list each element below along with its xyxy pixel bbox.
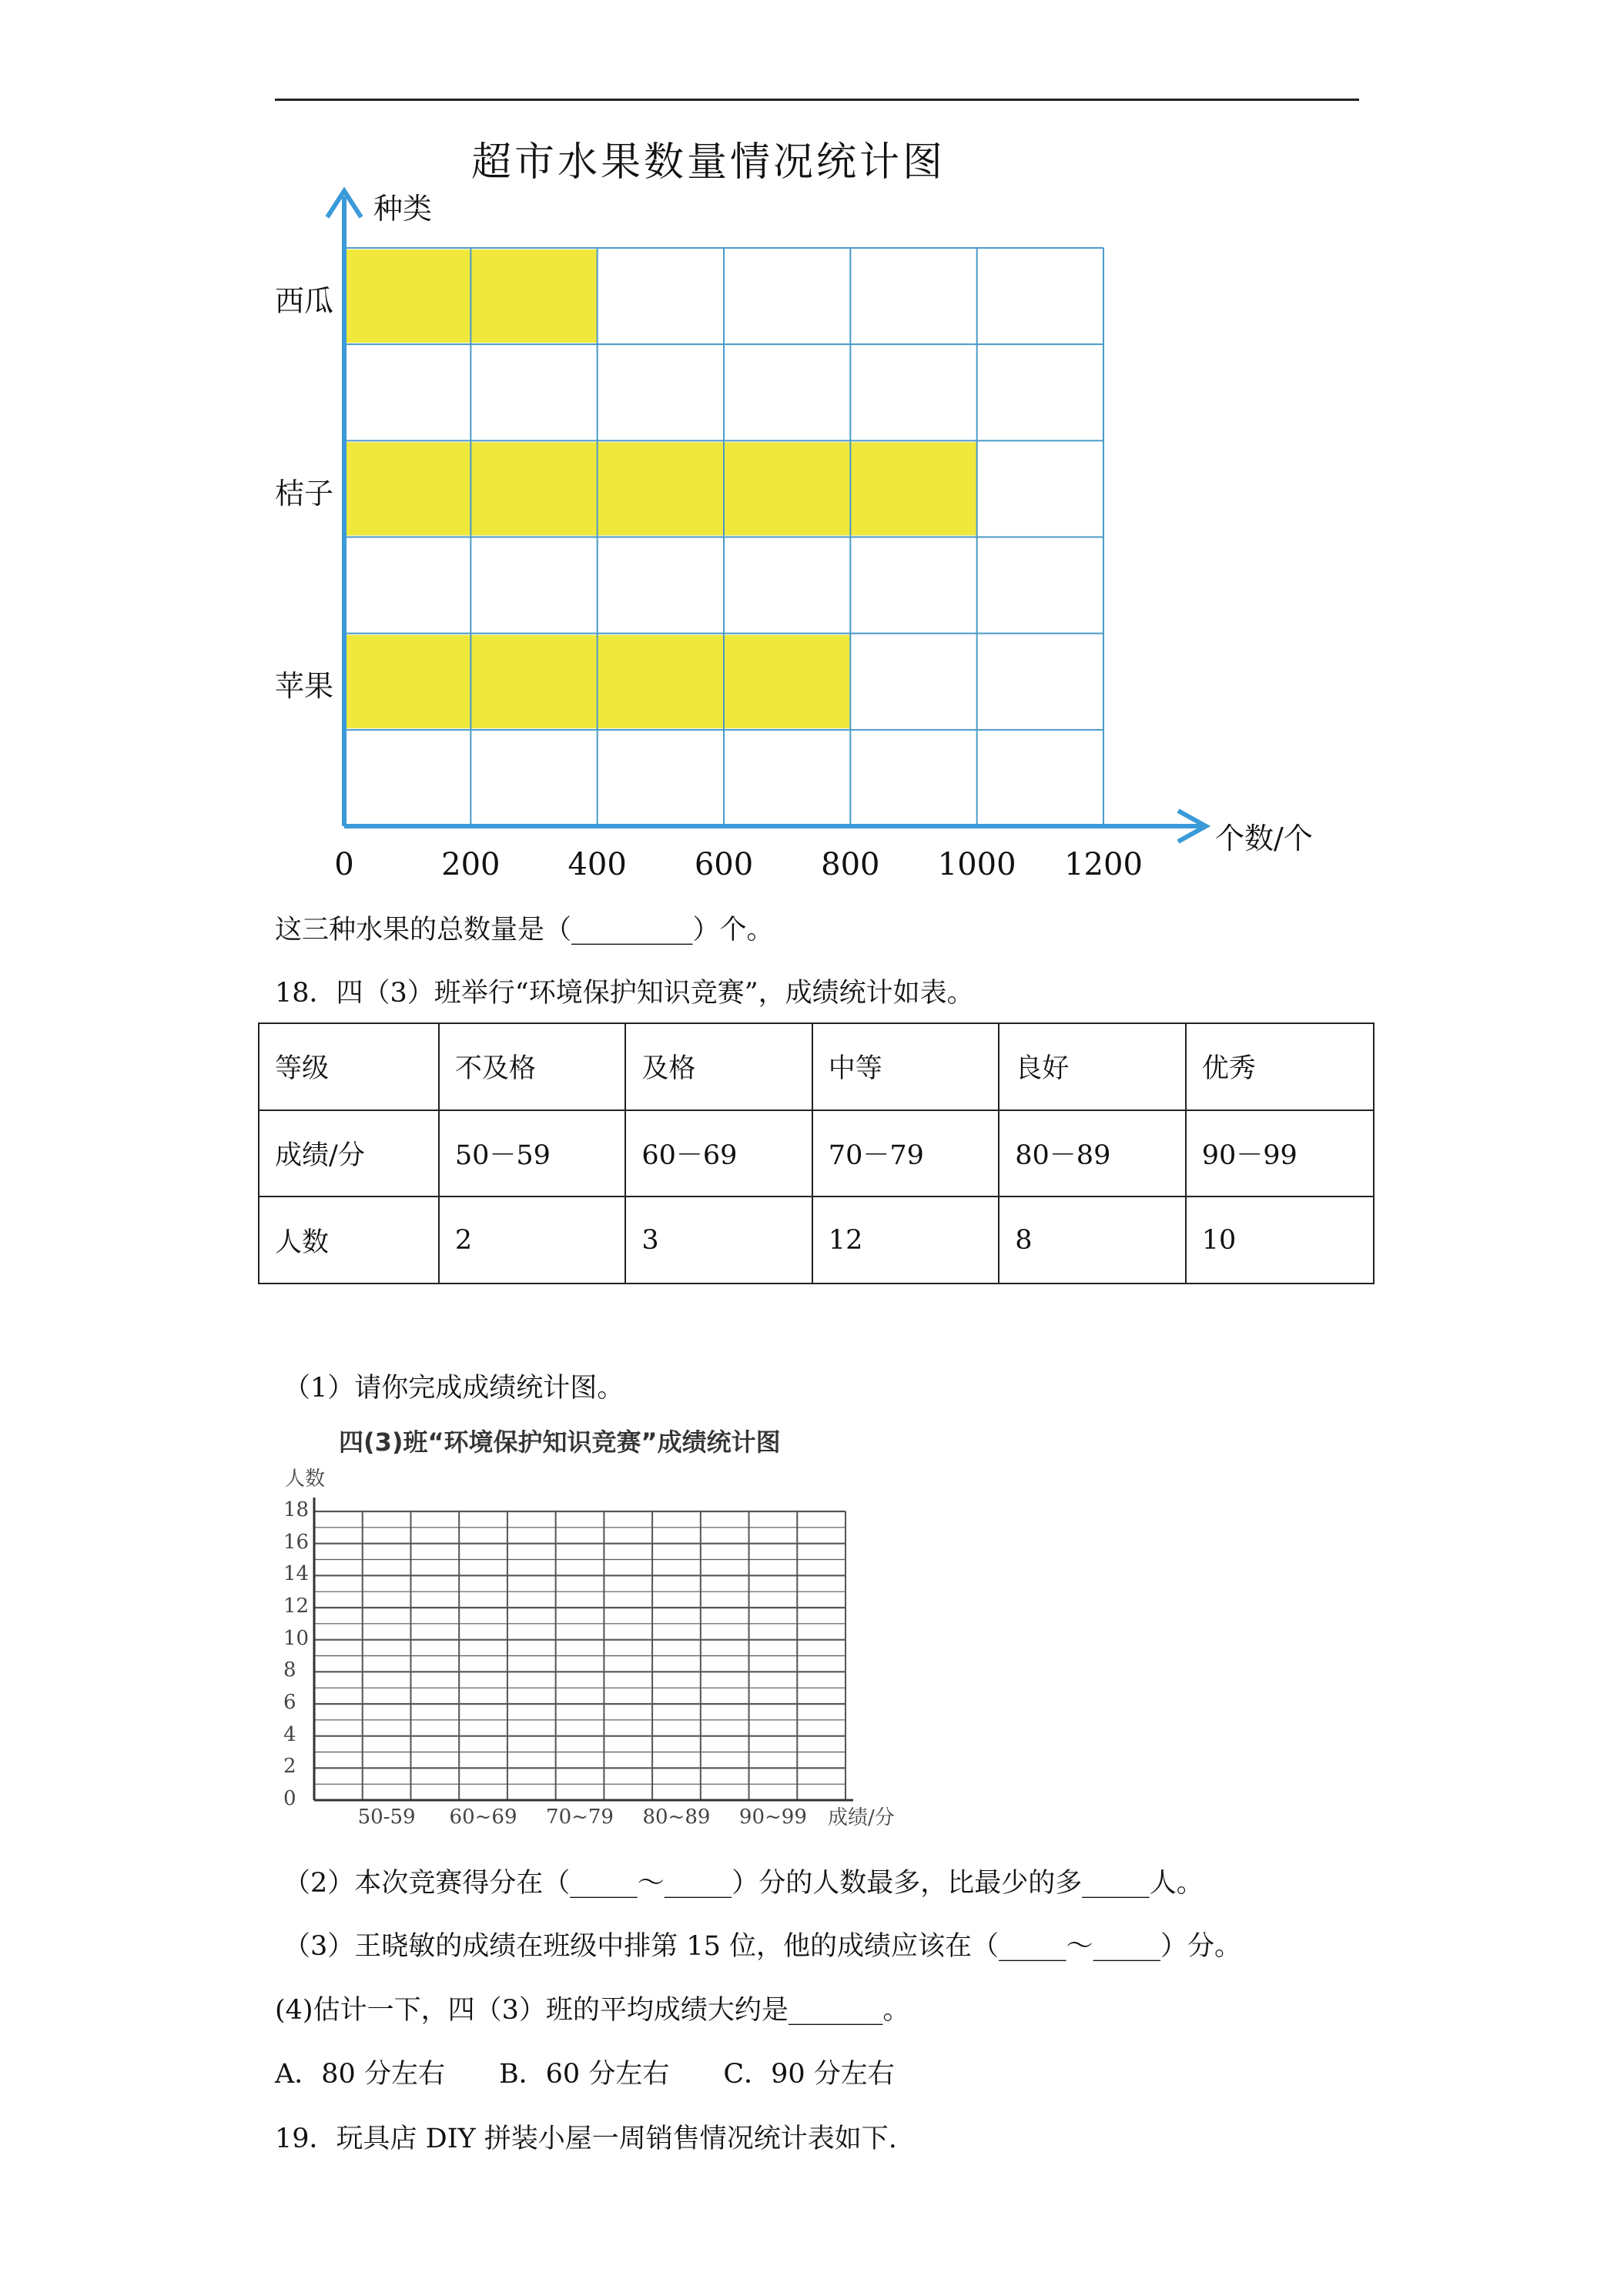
table-cell: 人数 [259, 1197, 439, 1284]
table-cell: 2 [439, 1197, 625, 1284]
x-tick-800: 800 [821, 847, 880, 882]
table-cell: 60－69 [625, 1110, 812, 1197]
x-tick-200: 200 [441, 847, 501, 882]
chart2-x-tick-90~99: 90~99 [738, 1806, 807, 1829]
chart2-y-tick-2: 2 [283, 1755, 296, 1779]
chart2-x-tick-50-59: 50-59 [357, 1806, 416, 1829]
q18-part3: （3）王晓敏的成绩在班级中排第 15 位，他的成绩应该在（_____～_____）分。 [283, 1931, 1242, 1962]
chart2-y-axis-label: 人数 [285, 1468, 326, 1491]
q18-part1: （1）请你完成成绩统计图。 [283, 1373, 624, 1404]
table-cell: 80－89 [999, 1110, 1185, 1197]
chart2-y-tick-16: 16 [283, 1530, 310, 1554]
chart2-x-tick-60~69: 60~69 [449, 1806, 517, 1829]
chart1-title: 超市水果数量情况统计图 [471, 139, 946, 186]
x-tick-1200: 1200 [1064, 847, 1143, 882]
chart2-x-axis-label: 成绩/分 [828, 1806, 895, 1829]
table-cell: 12 [812, 1197, 999, 1284]
q18-part2: （2）本次竞赛得分在（_____～_____）分的人数最多，比最少的多_____人。 [283, 1868, 1204, 1899]
table-cell: 3 [625, 1197, 812, 1284]
chart2-y-tick-10: 10 [283, 1626, 310, 1650]
table-cell: 及格 [625, 1023, 812, 1110]
table-cell: 等级 [259, 1023, 439, 1110]
x-tick-1000: 1000 [937, 847, 1016, 882]
category-label-西瓜: 西瓜 [275, 283, 334, 318]
table-cell: 8 [999, 1197, 1185, 1284]
q18-options: A．80 分左右 B．60 分左右 C．90 分左右 [275, 2059, 895, 2090]
chart2-y-tick-18: 18 [283, 1498, 310, 1521]
chart2-x-tick-70~79: 70~79 [546, 1806, 614, 1829]
category-label-苹果: 苹果 [275, 669, 334, 704]
chart2-y-tick-12: 12 [283, 1595, 310, 1618]
chart2-x-tick-80~89: 80~89 [642, 1806, 711, 1829]
x-axis-label: 个数/个 [1215, 822, 1313, 855]
table-cell: 50－59 [439, 1110, 625, 1197]
table-cell: 中等 [812, 1023, 999, 1110]
x-tick-600: 600 [694, 847, 754, 882]
table-cell: 优秀 [1186, 1023, 1374, 1110]
chart2-title: 四(3)班“环境保护知识竞赛”成绩统计图 [339, 1427, 781, 1457]
table-cell: 70－79 [812, 1110, 999, 1197]
chart2-y-tick-4: 4 [283, 1722, 296, 1746]
y-axis-label: 种类 [373, 192, 433, 226]
table-cell: 90－99 [1186, 1110, 1374, 1197]
x-tick-400: 400 [568, 847, 627, 882]
chart2-y-tick-0: 0 [283, 1787, 296, 1810]
q19-intro: 19．玩具店 DIY 拼装小屋一周销售情况统计表如下. [275, 2124, 897, 2154]
q18-intro: 18．四（3）班举行“环境保护知识竞赛”，成绩统计如表。 [275, 978, 974, 1009]
chart2-y-tick-14: 14 [283, 1562, 310, 1586]
chart2-y-tick-8: 8 [283, 1658, 296, 1682]
q17-sum-question: 这三种水果的总数量是（_________）个。 [275, 915, 774, 946]
chart2-y-tick-6: 6 [283, 1691, 296, 1714]
table-cell: 良好 [999, 1023, 1185, 1110]
table-cell: 不及格 [439, 1023, 625, 1110]
q18-part4: (4)估计一下，四（3）班的平均成绩大约是_______。 [275, 1995, 910, 2026]
table-cell: 10 [1186, 1197, 1374, 1284]
table-cell: 成绩/分 [259, 1110, 439, 1197]
x-tick-0: 0 [334, 847, 354, 882]
category-label-桔子: 桔子 [275, 476, 334, 510]
